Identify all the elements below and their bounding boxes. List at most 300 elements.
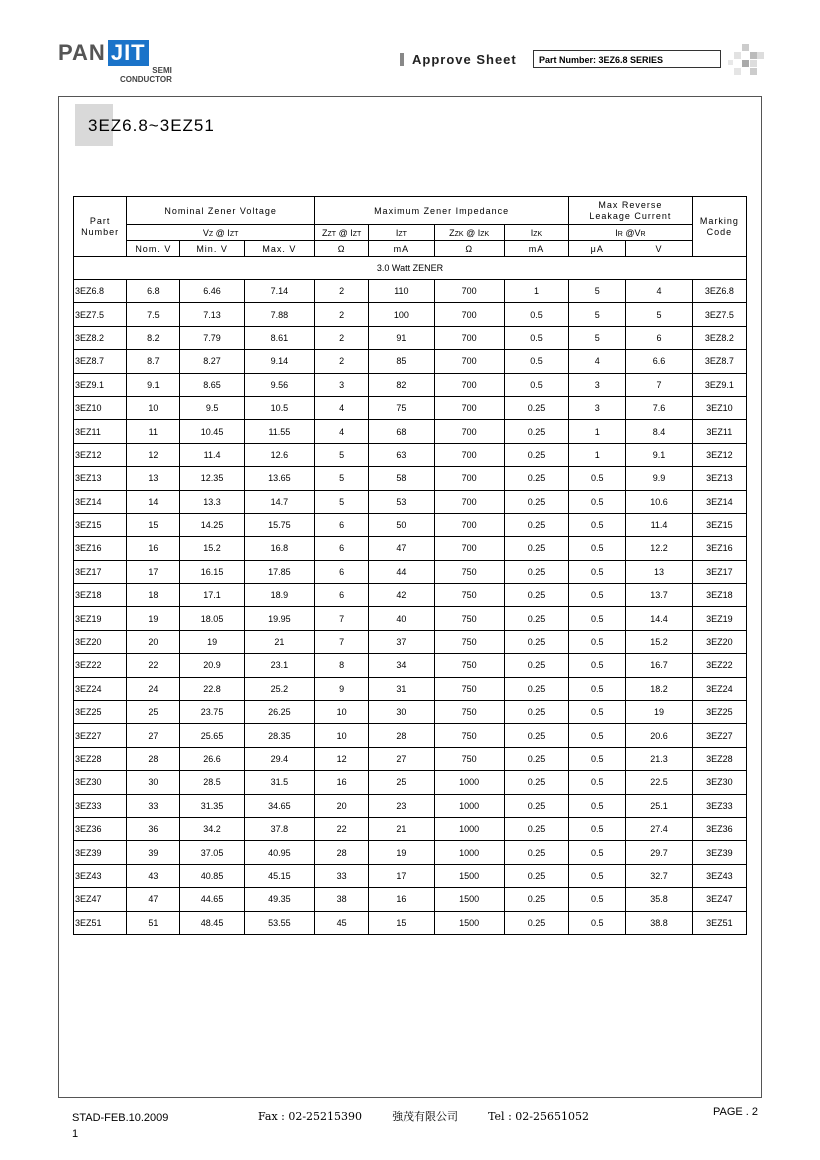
- table-row: [74, 701, 747, 724]
- table-cell: 53.55: [244, 911, 314, 934]
- table-row: [74, 560, 747, 583]
- table-cell: 7: [626, 373, 692, 396]
- table-cell: 750: [434, 560, 504, 583]
- table-cell: 700: [434, 350, 504, 373]
- table-cell: 17: [369, 864, 434, 887]
- table-cell: 16: [127, 537, 180, 560]
- table-cell: 0.25: [504, 630, 568, 653]
- table-cell: 4: [315, 420, 369, 443]
- table-cell: 13.65: [244, 467, 314, 490]
- table-cell: 750: [434, 630, 504, 653]
- table-cell: 10: [127, 396, 180, 419]
- logo-subtitle: SEMI CONDUCTOR: [120, 66, 172, 84]
- table-cell: 18.9: [244, 584, 314, 607]
- table-cell: 91: [369, 326, 434, 349]
- decorative-squares-icon: [728, 44, 764, 76]
- table-cell: 36: [127, 817, 180, 840]
- footer-line-number: 1: [72, 1128, 79, 1140]
- table-row: [74, 513, 747, 536]
- table-cell: 82: [369, 373, 434, 396]
- table-cell: 3EZ22: [74, 654, 127, 677]
- table-cell: 11.55: [244, 420, 314, 443]
- table-cell: 3EZ10: [692, 396, 746, 419]
- table-cell: 58: [369, 467, 434, 490]
- table-cell: 0.5: [569, 630, 626, 653]
- table-cell: 700: [434, 373, 504, 396]
- table-cell: 9.14: [244, 350, 314, 373]
- table-cell: 9.5: [180, 396, 244, 419]
- table-cell: 13: [626, 560, 692, 583]
- table-cell: 25.1: [626, 794, 692, 817]
- table-cell: 3EZ13: [692, 467, 746, 490]
- table-cell: 51: [127, 911, 180, 934]
- table-cell: 9.56: [244, 373, 314, 396]
- table-cell: 3: [569, 373, 626, 396]
- table-cell: 5: [569, 303, 626, 326]
- header-zzt-at-izt: ZZT @ IZT: [315, 225, 369, 241]
- table-cell: 39: [127, 841, 180, 864]
- logo-wordmark: PAN JIT: [58, 40, 149, 66]
- table-cell: 29.4: [244, 747, 314, 770]
- table-cell: 3EZ14: [74, 490, 127, 513]
- table-cell: 1000: [434, 794, 504, 817]
- unit-header: μA: [569, 241, 626, 257]
- table-cell: 22: [127, 654, 180, 677]
- table-cell: 750: [434, 747, 504, 770]
- table-cell: 750: [434, 654, 504, 677]
- unit-header: Nom. V: [127, 241, 180, 257]
- table-cell: 3EZ8.2: [74, 326, 127, 349]
- table-cell: 6: [315, 513, 369, 536]
- table-cell: 6: [315, 560, 369, 583]
- table-cell: 10.6: [626, 490, 692, 513]
- table-cell: 3EZ8.7: [74, 350, 127, 373]
- table-cell: 3EZ16: [74, 537, 127, 560]
- table-cell: 750: [434, 584, 504, 607]
- table-cell: 13.3: [180, 490, 244, 513]
- table-cell: 1: [504, 280, 568, 303]
- unit-header: Ω: [315, 241, 369, 257]
- table-cell: 0.25: [504, 420, 568, 443]
- table-cell: 13.7: [626, 584, 692, 607]
- table-cell: 23.1: [244, 654, 314, 677]
- table-cell: 9: [315, 677, 369, 700]
- sheet-title: Approve Sheet: [412, 52, 517, 67]
- table-cell: 3EZ51: [692, 911, 746, 934]
- table-cell: 3EZ7.5: [74, 303, 127, 326]
- table-cell: 40.95: [244, 841, 314, 864]
- table-cell: 0.5: [504, 373, 568, 396]
- table-cell: 48.45: [180, 911, 244, 934]
- table-cell: 0.25: [504, 817, 568, 840]
- table-cell: 28.5: [180, 771, 244, 794]
- table-cell: 34.2: [180, 817, 244, 840]
- table-cell: 7.13: [180, 303, 244, 326]
- table-cell: 700: [434, 326, 504, 349]
- table-cell: 14.4: [626, 607, 692, 630]
- table-cell: 12: [127, 443, 180, 466]
- table-cell: 15.75: [244, 513, 314, 536]
- table-cell: 1: [569, 420, 626, 443]
- table-cell: 18.2: [626, 677, 692, 700]
- table-cell: 47: [127, 888, 180, 911]
- table-cell: 34.65: [244, 794, 314, 817]
- table-cell: 3EZ25: [692, 701, 746, 724]
- table-cell: 85: [369, 350, 434, 373]
- table-cell: 7.88: [244, 303, 314, 326]
- table-cell: 3EZ17: [692, 560, 746, 583]
- table-cell: 3EZ15: [692, 513, 746, 536]
- table-cell: 3EZ27: [692, 724, 746, 747]
- table-cell: 3EZ33: [692, 794, 746, 817]
- table-cell: 3EZ39: [74, 841, 127, 864]
- table-cell: 2: [315, 280, 369, 303]
- table-cell: 63: [369, 443, 434, 466]
- table-cell: 3EZ47: [692, 888, 746, 911]
- table-cell: 10: [315, 724, 369, 747]
- table-cell: 3: [315, 373, 369, 396]
- table-cell: 0.25: [504, 537, 568, 560]
- table-cell: 8.61: [244, 326, 314, 349]
- table-cell: 0.5: [569, 724, 626, 747]
- table-cell: 0.5: [569, 771, 626, 794]
- table-cell: 15.2: [180, 537, 244, 560]
- table-cell: 0.5: [504, 326, 568, 349]
- table-cell: 6: [315, 537, 369, 560]
- table-cell: 17.1: [180, 584, 244, 607]
- table-row: [74, 373, 747, 396]
- table-cell: 0.25: [504, 864, 568, 887]
- table-cell: 2: [315, 326, 369, 349]
- unit-header: Min. V: [180, 241, 244, 257]
- table-cell: 25.2: [244, 677, 314, 700]
- table-cell: 750: [434, 677, 504, 700]
- table-cell: 44.65: [180, 888, 244, 911]
- table-cell: 3EZ19: [74, 607, 127, 630]
- table-cell: 1000: [434, 817, 504, 840]
- table-cell: 3EZ43: [74, 864, 127, 887]
- table-cell: 0.25: [504, 701, 568, 724]
- header-part-number: Part Number: [74, 197, 127, 257]
- table-cell: 100: [369, 303, 434, 326]
- header-leakage-current: Max Reverse Leakage Current: [569, 197, 693, 225]
- table-cell: 0.5: [569, 911, 626, 934]
- table-cell: 5: [315, 467, 369, 490]
- table-cell: 700: [434, 490, 504, 513]
- table-cell: 3EZ30: [74, 771, 127, 794]
- table-cell: 1500: [434, 911, 504, 934]
- table-cell: 40.85: [180, 864, 244, 887]
- table-cell: 1000: [434, 841, 504, 864]
- header-max-impedance: Maximum Zener Impedance: [315, 197, 569, 225]
- table-cell: 44: [369, 560, 434, 583]
- table-cell: 3EZ9.1: [692, 373, 746, 396]
- table-cell: 9.9: [626, 467, 692, 490]
- table-cell: 22: [315, 817, 369, 840]
- table-cell: 3EZ12: [74, 443, 127, 466]
- table-row: [74, 724, 747, 747]
- table-cell: 11.4: [180, 443, 244, 466]
- table-row: [74, 490, 747, 513]
- part-number-box: Part Number: 3EZ6.8 SERIES: [533, 50, 721, 68]
- table-cell: 19: [180, 630, 244, 653]
- table-cell: 0.25: [504, 467, 568, 490]
- header-nominal-voltage: Nominal Zener Voltage: [127, 197, 315, 225]
- table-cell: 42: [369, 584, 434, 607]
- table-cell: 21: [244, 630, 314, 653]
- table-cell: 3EZ11: [692, 420, 746, 443]
- table-cell: 21: [369, 817, 434, 840]
- table-cell: 29.7: [626, 841, 692, 864]
- table-row: [74, 817, 747, 840]
- table-cell: 14: [127, 490, 180, 513]
- table-cell: 700: [434, 443, 504, 466]
- table-cell: 22.5: [626, 771, 692, 794]
- table-cell: 700: [434, 396, 504, 419]
- table-cell: 45.15: [244, 864, 314, 887]
- footer-contact: [258, 1108, 619, 1124]
- table-cell: 700: [434, 537, 504, 560]
- table-cell: 3EZ16: [692, 537, 746, 560]
- table-cell: 22.8: [180, 677, 244, 700]
- table-cell: 3EZ33: [74, 794, 127, 817]
- table-cell: 110: [369, 280, 434, 303]
- table-cell: 0.5: [569, 560, 626, 583]
- table-cell: 30: [127, 771, 180, 794]
- table-cell: 17: [127, 560, 180, 583]
- table-cell: 38: [315, 888, 369, 911]
- table-cell: 7.5: [127, 303, 180, 326]
- table-cell: 12: [315, 747, 369, 770]
- table-row: [74, 677, 747, 700]
- table-cell: 10: [315, 701, 369, 724]
- tel-number: Tel : 02-25651052: [488, 1110, 589, 1123]
- company-name: 強茂有限公司: [392, 1110, 459, 1123]
- table-cell: 0.25: [504, 771, 568, 794]
- table-cell: 0.5: [569, 654, 626, 677]
- table-cell: 0.5: [569, 537, 626, 560]
- table-cell: 0.25: [504, 911, 568, 934]
- table-row: [74, 467, 747, 490]
- table-cell: 0.25: [504, 888, 568, 911]
- table-cell: 9.1: [127, 373, 180, 396]
- table-cell: 68: [369, 420, 434, 443]
- table-cell: 28: [127, 747, 180, 770]
- table-cell: 3EZ24: [74, 677, 127, 700]
- table-cell: 35.8: [626, 888, 692, 911]
- table-cell: 3EZ19: [692, 607, 746, 630]
- table-cell: 4: [315, 396, 369, 419]
- table-cell: 45: [315, 911, 369, 934]
- table-cell: 0.5: [569, 817, 626, 840]
- table-cell: 9.1: [626, 443, 692, 466]
- table-cell: 37.8: [244, 817, 314, 840]
- table-cell: 0.5: [569, 701, 626, 724]
- table-cell: 2: [315, 303, 369, 326]
- table-cell: 8.7: [127, 350, 180, 373]
- table-cell: 40: [369, 607, 434, 630]
- table-row: [74, 303, 747, 326]
- table-cell: 27.4: [626, 817, 692, 840]
- table-cell: 6: [315, 584, 369, 607]
- table-cell: 700: [434, 467, 504, 490]
- table-cell: 10.5: [244, 396, 314, 419]
- unit-header: Max. V: [244, 241, 314, 257]
- table-row: [74, 630, 747, 653]
- unit-header: mA: [369, 241, 434, 257]
- table-cell: 0.5: [569, 584, 626, 607]
- table-cell: 0.5: [569, 677, 626, 700]
- document-title: 3EZ6.8~3EZ51: [88, 116, 215, 135]
- table-cell: 20: [315, 794, 369, 817]
- table-cell: 23: [369, 794, 434, 817]
- table-cell: 0.25: [504, 654, 568, 677]
- table-cell: 0.25: [504, 513, 568, 536]
- table-cell: 10.45: [180, 420, 244, 443]
- table-cell: 16: [315, 771, 369, 794]
- table-cell: 20.6: [626, 724, 692, 747]
- table-cell: 3EZ14: [692, 490, 746, 513]
- table-cell: 3EZ27: [74, 724, 127, 747]
- table-cell: 16.8: [244, 537, 314, 560]
- table-cell: 3EZ51: [74, 911, 127, 934]
- table-cell: 3EZ47: [74, 888, 127, 911]
- table-cell: 6.46: [180, 280, 244, 303]
- table-cell: 0.5: [569, 747, 626, 770]
- table-row: [74, 747, 747, 770]
- table-cell: 0.5: [569, 841, 626, 864]
- table-row: [74, 280, 747, 303]
- table-row: [74, 584, 747, 607]
- table-cell: 16: [369, 888, 434, 911]
- table-cell: 43: [127, 864, 180, 887]
- table-row: [74, 420, 747, 443]
- table-cell: 17.85: [244, 560, 314, 583]
- table-row: [74, 864, 747, 887]
- table-cell: 3EZ22: [692, 654, 746, 677]
- table-cell: 0.5: [569, 490, 626, 513]
- approve-sheet-marker: [400, 53, 404, 66]
- table-cell: 26.6: [180, 747, 244, 770]
- table-cell: 3EZ28: [692, 747, 746, 770]
- table-cell: 5: [569, 326, 626, 349]
- table-cell: 3EZ20: [74, 630, 127, 653]
- header-marking-code: Marking Code: [692, 197, 746, 257]
- table-cell: 11.4: [626, 513, 692, 536]
- table-cell: 3EZ30: [692, 771, 746, 794]
- table-cell: 0.5: [569, 607, 626, 630]
- table-cell: 15: [369, 911, 434, 934]
- table-cell: 27: [369, 747, 434, 770]
- table-cell: 0.5: [504, 303, 568, 326]
- table-cell: 23.75: [180, 701, 244, 724]
- table-cell: 2: [315, 350, 369, 373]
- table-cell: 8.2: [127, 326, 180, 349]
- table-cell: 11: [127, 420, 180, 443]
- table-cell: 13: [127, 467, 180, 490]
- table-cell: 3EZ20: [692, 630, 746, 653]
- table-cell: 20.9: [180, 654, 244, 677]
- table-cell: 37.05: [180, 841, 244, 864]
- table-row: [74, 396, 747, 419]
- fax-number: Fax : 02-25215390: [258, 1110, 363, 1123]
- table-cell: 0.25: [504, 607, 568, 630]
- table-cell: 12.35: [180, 467, 244, 490]
- table-cell: 6.8: [127, 280, 180, 303]
- table-cell: 33: [127, 794, 180, 817]
- table-cell: 750: [434, 724, 504, 747]
- table-cell: 0.25: [504, 841, 568, 864]
- table-cell: 14.7: [244, 490, 314, 513]
- table-cell: 3EZ8.7: [692, 350, 746, 373]
- table-cell: 8.4: [626, 420, 692, 443]
- table-cell: 1500: [434, 864, 504, 887]
- table-cell: 0.25: [504, 724, 568, 747]
- table-cell: 3EZ36: [692, 817, 746, 840]
- page-number: PAGE . 2: [713, 1106, 759, 1118]
- table-cell: 37: [369, 630, 434, 653]
- table-cell: 0.5: [569, 864, 626, 887]
- table-cell: 15.2: [626, 630, 692, 653]
- table-cell: 3EZ11: [74, 420, 127, 443]
- table-cell: 49.35: [244, 888, 314, 911]
- table-cell: 0.25: [504, 584, 568, 607]
- unit-header: mA: [504, 241, 568, 257]
- table-cell: 38.8: [626, 911, 692, 934]
- table-cell: 53: [369, 490, 434, 513]
- table-cell: 25: [127, 701, 180, 724]
- table-cell: 28.35: [244, 724, 314, 747]
- table-cell: 0.25: [504, 677, 568, 700]
- table-cell: 4: [626, 280, 692, 303]
- table-cell: 18: [127, 584, 180, 607]
- table-cell: 3EZ12: [692, 443, 746, 466]
- table-cell: 0.25: [504, 490, 568, 513]
- table-cell: 12.6: [244, 443, 314, 466]
- table-cell: 3EZ39: [692, 841, 746, 864]
- table-row: [74, 537, 747, 560]
- table-cell: 19: [369, 841, 434, 864]
- table-cell: 700: [434, 420, 504, 443]
- table-cell: 7.6: [626, 396, 692, 419]
- table-cell: 3EZ28: [74, 747, 127, 770]
- table-cell: 50: [369, 513, 434, 536]
- table-cell: 700: [434, 280, 504, 303]
- table-cell: 1000: [434, 771, 504, 794]
- table-cell: 47: [369, 537, 434, 560]
- table-cell: 3EZ13: [74, 467, 127, 490]
- header-izt: IZT: [369, 225, 434, 241]
- table-cell: 3EZ10: [74, 396, 127, 419]
- table-cell: 0.25: [504, 794, 568, 817]
- table-cell: 16.7: [626, 654, 692, 677]
- table-cell: 75: [369, 396, 434, 419]
- table-cell: 3EZ9.1: [74, 373, 127, 396]
- table-cell: 6.6: [626, 350, 692, 373]
- table-cell: 5: [315, 443, 369, 466]
- header-izk: IZK: [504, 225, 568, 241]
- table-cell: 3EZ6.8: [74, 280, 127, 303]
- table-row: [74, 350, 747, 373]
- table-cell: 0.5: [504, 350, 568, 373]
- table-cell: 0.25: [504, 747, 568, 770]
- table-cell: 0.5: [569, 513, 626, 536]
- table-row: [74, 794, 747, 817]
- table-cell: 0.25: [504, 560, 568, 583]
- table-cell: 30: [369, 701, 434, 724]
- table-cell: 1: [569, 443, 626, 466]
- table-row: [74, 771, 747, 794]
